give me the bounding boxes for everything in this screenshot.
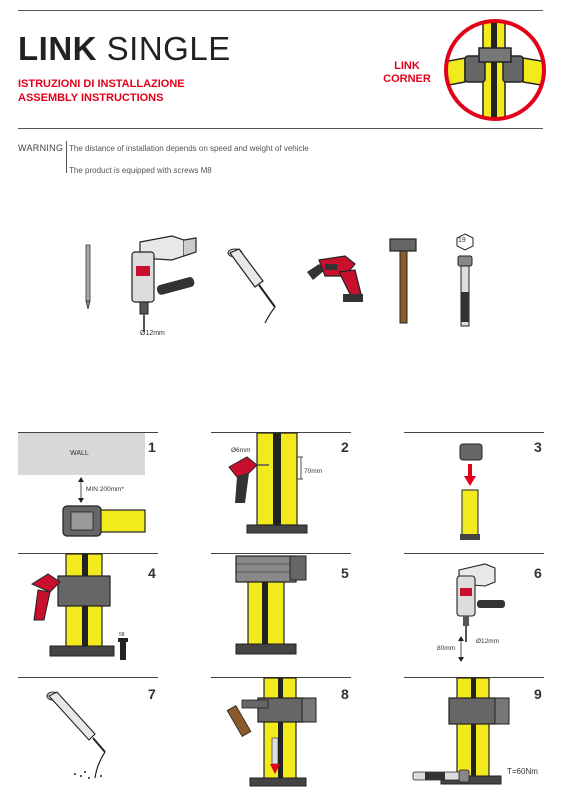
step6-bit-label: Ø12mm: [476, 638, 500, 645]
step-number-4: 4: [148, 565, 156, 581]
link-corner-illustration: [443, 18, 547, 122]
step-number-3: 3: [534, 439, 542, 455]
step8-illustration: [232, 678, 322, 788]
hammer-icon: [388, 237, 420, 332]
header-rule: [18, 128, 543, 129]
warning-text-2: The product is equipped with screws M8: [69, 166, 212, 175]
subtitle-italian: ISTRUZIONI DI INSTALLAZIONE: [18, 78, 185, 90]
subtitle-english: ASSEMBLY INSTRUCTIONS: [18, 92, 164, 104]
warning-label: WARNING: [18, 143, 64, 153]
drill-bit-size-label: Ø12mm: [140, 330, 165, 337]
min-distance-label: MIN 200mm*: [86, 486, 124, 493]
step7-illustration: [45, 688, 125, 783]
step2-depth-label: 70mm: [304, 468, 323, 475]
rule-step-6: [404, 553, 544, 554]
step-number-9: 9: [534, 686, 542, 702]
blower-pump-icon: [225, 245, 285, 325]
warning-text-1: The distance of installation depends on speed and weight of vehicle: [69, 144, 309, 153]
step-number-2: 2: [341, 439, 349, 455]
step4-illustration: [30, 554, 150, 666]
step6-dimension: [457, 635, 477, 665]
torque-wrench-icon: [453, 232, 478, 332]
step-number-6: 6: [534, 565, 542, 581]
power-drill-icon: [128, 228, 203, 336]
step6-depth-label: 80mm: [437, 645, 456, 652]
wall-label: WALL: [70, 450, 89, 457]
step9-torque-label: T=60Nm: [507, 767, 538, 776]
step4-screw-label: 58: [119, 632, 125, 638]
link-corner-label: LINK CORNER: [383, 60, 431, 85]
step2-bit-label: Ø6mm: [231, 447, 251, 454]
step3-illustration: [450, 440, 490, 542]
step-number-8: 8: [341, 686, 349, 702]
warning-divider: [66, 141, 67, 173]
rule-step-7: [18, 677, 158, 678]
step-number-5: 5: [341, 565, 349, 581]
step-number-7: 7: [148, 686, 156, 702]
step5-illustration: [228, 554, 318, 666]
wrench-size-label: 19: [458, 237, 466, 244]
rule-step-3: [404, 432, 544, 433]
drill-bit-icon: [82, 245, 94, 310]
page-title: LINK SINGLE: [18, 30, 231, 67]
top-rule: [18, 10, 543, 11]
step-number-1: 1: [148, 439, 156, 455]
screwdriver-drill-icon: [305, 250, 370, 305]
